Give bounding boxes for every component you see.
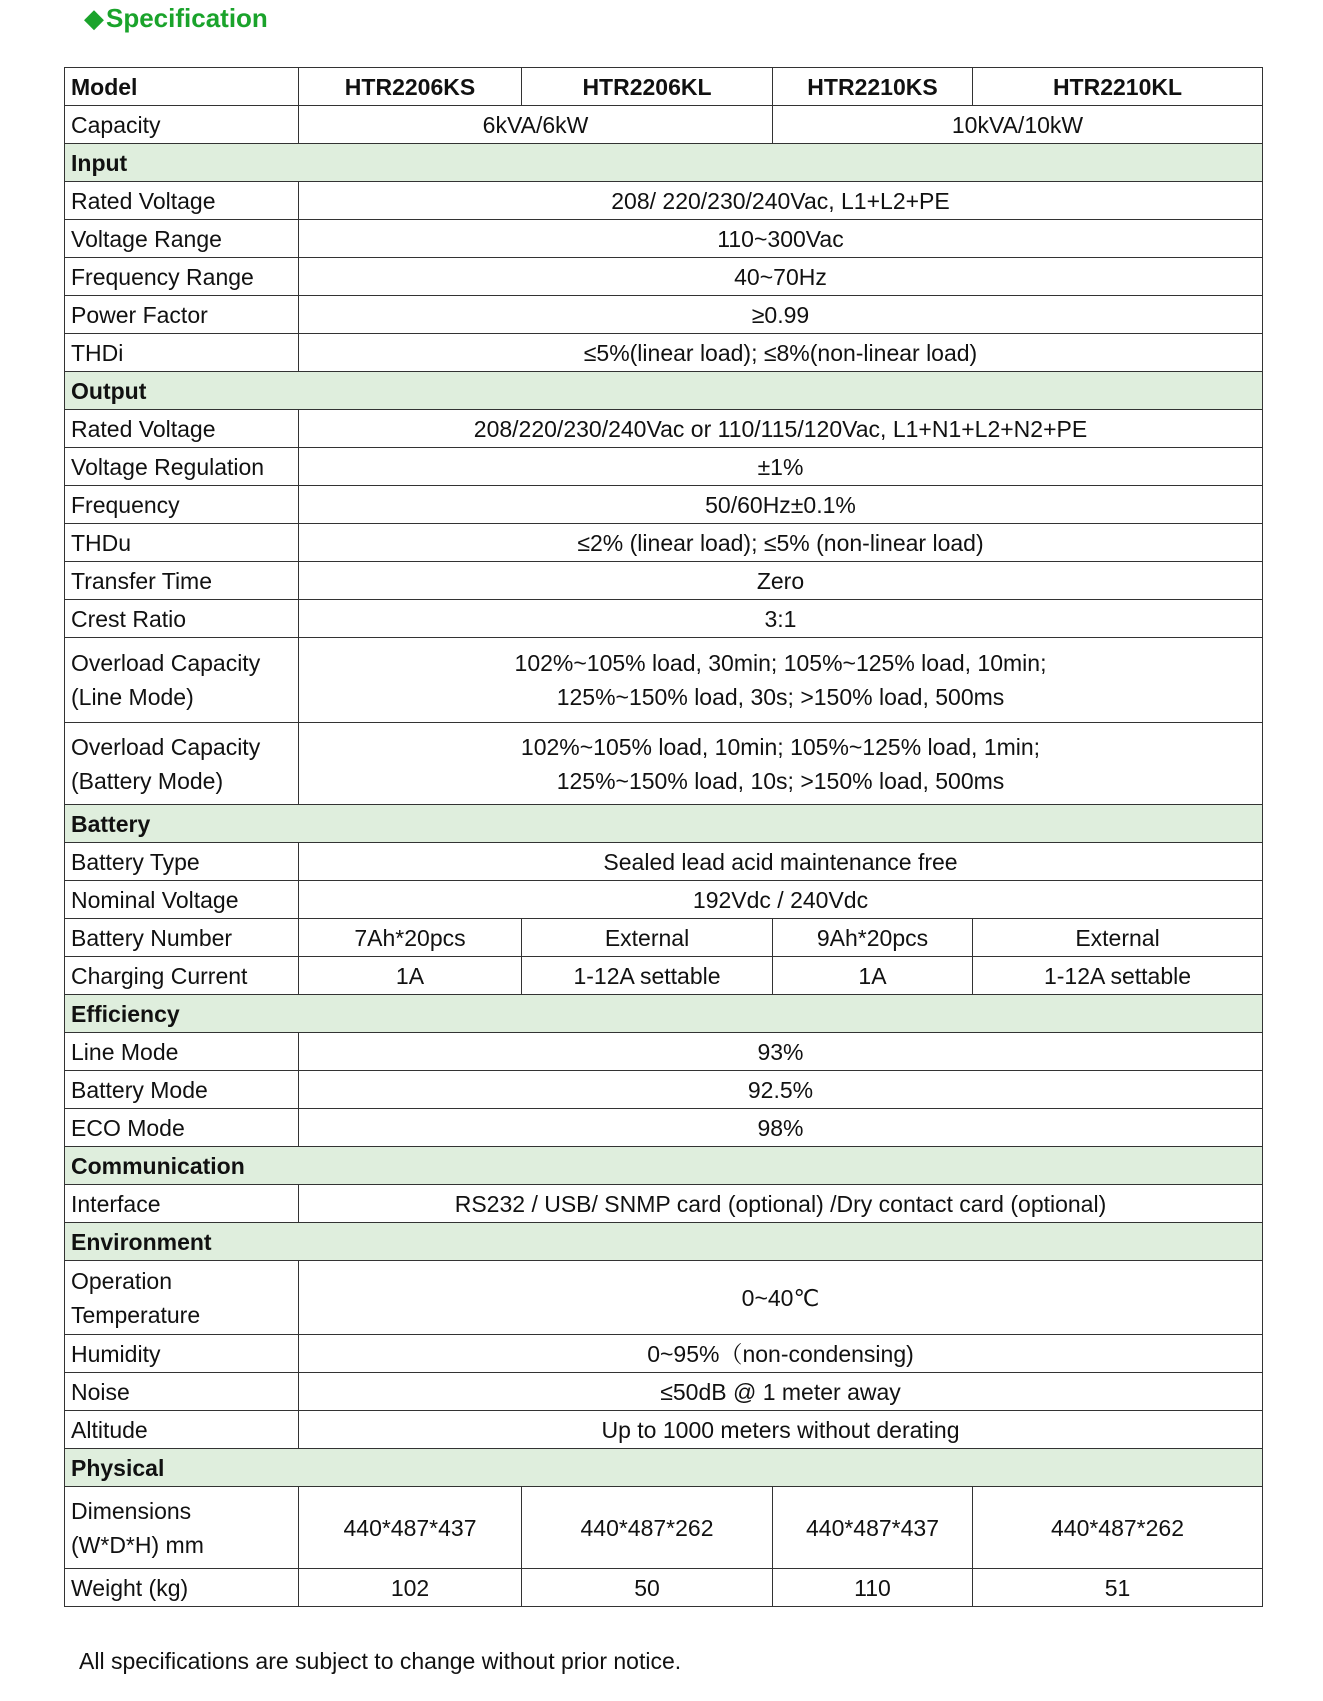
row-value: 7Ah*20pcs [299,919,522,957]
row-label [65,1261,299,1335]
row-value: 51 [973,1569,1263,1607]
row-value: 208/ 220/230/240Vac, L1+L2+PE [299,182,1263,220]
section-header-communication [65,1147,1263,1185]
row-value: 110~300Vac [299,220,1263,258]
row-label: Power Factor [65,296,299,334]
row-label: Noise [65,1373,299,1411]
row-label: Nominal Voltage [65,881,299,919]
table-row [65,1033,1263,1071]
row-label: Voltage Range [65,220,299,258]
row-value: Up to 1000 meters without derating [299,1411,1263,1449]
row-label: Rated Voltage [65,410,299,448]
section-title: Efficiency [65,995,1263,1033]
table-row [65,448,1263,486]
label-line: (Line Mode) [71,684,194,710]
model-label: Model [65,68,299,106]
label-line: (W*D*H) mm [71,1531,204,1558]
row-label: Battery Number [65,919,299,957]
row-value: 102 [299,1569,522,1607]
row-value: 440*487*262 [973,1487,1263,1569]
row-label [65,723,299,805]
row-label: Frequency [65,486,299,524]
capacity-row [65,106,1263,144]
row-label: Crest Ratio [65,600,299,638]
row-value: 92.5% [299,1071,1263,1109]
table-row [65,1335,1263,1373]
section-title: Physical [65,1449,1263,1487]
model-name: HTR2206KL [522,68,773,106]
row-value: 440*487*262 [522,1487,773,1569]
model-name: HTR2210KS [773,68,973,106]
row-value: ≤50dB @ 1 meter away [299,1373,1263,1411]
section-header-physical [65,1449,1263,1487]
row-value: 1-12A settable [973,957,1263,995]
row-value: 1A [773,957,973,995]
row-value: 110 [773,1569,973,1607]
row-label: Charging Current [65,957,299,995]
row-label: Battery Type [65,843,299,881]
row-value [299,723,1263,805]
table-row [65,486,1263,524]
label-line: Dimensions [71,1497,192,1524]
row-value: 1-12A settable [522,957,773,995]
section-title: Battery [65,805,1263,843]
row-value: 3:1 [299,600,1263,638]
row-value: Sealed lead acid maintenance free [299,843,1263,881]
row-value: RS232 / USB/ SNMP card (optional) /Dry contact card (optional) [299,1185,1263,1223]
row-label: Voltage Regulation [65,448,299,486]
row-label: Weight (kg) [65,1569,299,1607]
row-value: ±1% [299,448,1263,486]
section-header-efficiency [65,995,1263,1033]
model-header-row [65,68,1263,106]
row-label: Rated Voltage [65,182,299,220]
table-row [65,296,1263,334]
charging-current-row [65,957,1263,995]
section-title: Input [65,144,1263,182]
label-line: Overload Capacity [71,650,261,676]
title-text: Specification [106,3,268,33]
value-line: 125%~150% load, 30s; >150% load, 500ms [556,684,1005,710]
row-label: Frequency Range [65,258,299,296]
table-row [65,1411,1263,1449]
row-label: Humidity [65,1335,299,1373]
row-value: 40~70Hz [299,258,1263,296]
section-title: Environment [65,1223,1263,1261]
section-header-output [65,372,1263,410]
row-value: 9Ah*20pcs [773,919,973,957]
table-row [65,562,1263,600]
diamond-bullet-icon: ◆ [84,3,104,33]
table-row [65,220,1263,258]
table-row [65,410,1263,448]
row-value: External [973,919,1263,957]
row-value: 1A [299,957,522,995]
row-value: 50/60Hz±0.1% [299,486,1263,524]
row-value: 98% [299,1109,1263,1147]
label-line: Operation [71,1267,173,1294]
row-label [65,1487,299,1569]
table-row [65,1109,1263,1147]
row-label: THDu [65,524,299,562]
label-line: (Battery Mode) [71,767,224,794]
table-row [65,1185,1263,1223]
row-value: 208/220/230/240Vac or 110/115/120Vac, L1+N1+L2+N2+PE [299,410,1263,448]
model-name: HTR2210KL [973,68,1263,106]
row-value: 0~40℃ [299,1261,1263,1335]
operation-temperature-row [65,1261,1263,1335]
row-value: External [522,919,773,957]
row-value: ≥0.99 [299,296,1263,334]
dimensions-row [65,1487,1263,1569]
section-title: Output [65,372,1263,410]
row-label: Capacity [65,106,299,144]
value-line: 125%~150% load, 10s; >150% load, 500ms [556,767,1005,794]
table-row [65,258,1263,296]
row-value: ≤5%(linear load); ≤8%(non-linear load) [299,334,1263,372]
battery-number-row [65,919,1263,957]
row-value: Zero [299,562,1263,600]
row-value: 440*487*437 [299,1487,522,1569]
table-row [65,1071,1263,1109]
row-label: Interface [65,1185,299,1223]
page-title [84,0,268,36]
row-label: ECO Mode [65,1109,299,1147]
table-row [65,600,1263,638]
row-value: 440*487*437 [773,1487,973,1569]
row-label: Altitude [65,1411,299,1449]
row-value [299,638,1263,723]
row-label: Line Mode [65,1033,299,1071]
value-line: 102%~105% load, 10min; 105%~125% load, 1min; [520,733,1041,760]
table-row [65,524,1263,562]
row-label: Battery Mode [65,1071,299,1109]
section-title: Communication [65,1147,1263,1185]
row-value: 6kVA/6kW [299,106,773,144]
row-label [65,638,299,723]
table-row [65,182,1263,220]
specification-table [64,67,1263,1607]
model-name: HTR2206KS [299,68,522,106]
row-value: 93% [299,1033,1263,1071]
table-row [65,334,1263,372]
table-row [65,1373,1263,1411]
label-line: Overload Capacity [71,733,261,760]
footnote: All specifications are subject to change without prior notice. [79,1648,682,1674]
row-value: ≤2% (linear load); ≤5% (non-linear load) [299,524,1263,562]
section-header-environment [65,1223,1263,1261]
row-value: 50 [522,1569,773,1607]
table-row [65,881,1263,919]
label-line: Temperature [71,1301,201,1328]
overload-line-mode-row [65,638,1263,723]
value-line: 102%~105% load, 30min; 105%~125% load, 10min; [514,650,1047,676]
table-row [65,843,1263,881]
section-header-input [65,144,1263,182]
row-label: Transfer Time [65,562,299,600]
section-header-battery [65,805,1263,843]
weight-row [65,1569,1263,1607]
row-value: 192Vdc / 240Vdc [299,881,1263,919]
overload-battery-mode-row [65,723,1263,805]
row-value: 10kVA/10kW [773,106,1263,144]
row-label: THDi [65,334,299,372]
row-value: 0~95%（non-condensing) [299,1335,1263,1373]
